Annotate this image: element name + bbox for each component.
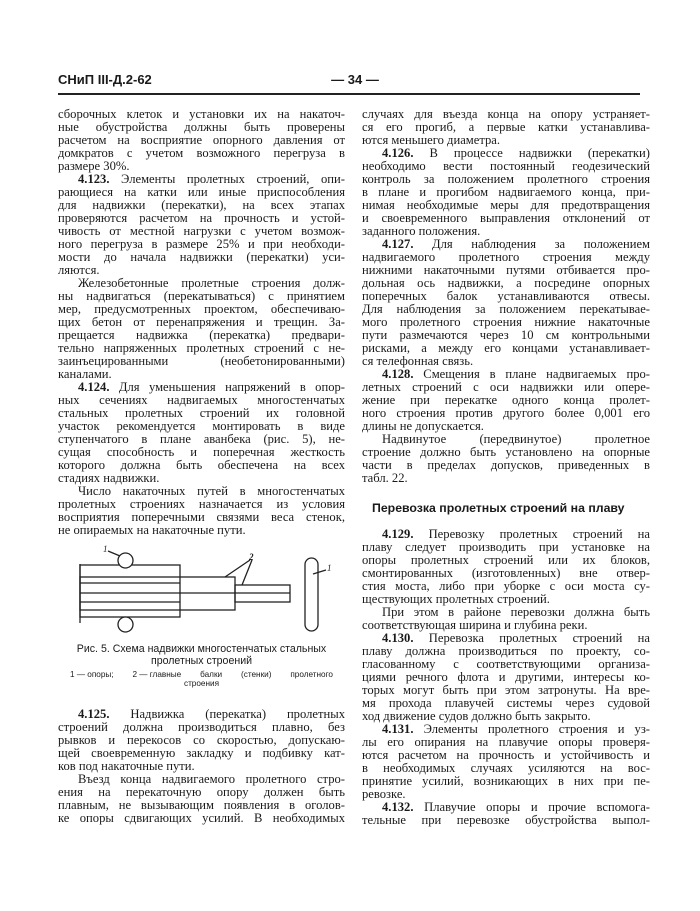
- clause-number: 4.126.: [382, 146, 414, 160]
- clause-number: 4.132.: [382, 800, 414, 814]
- text-line: смонтированных (изготовленных) вне отвер-: [362, 566, 650, 580]
- legend-item: балки: [200, 670, 223, 679]
- text-line: ения на перекаточную опору должен быть: [58, 785, 345, 799]
- text-line: мя прохода плавучей системы через судовой: [362, 696, 650, 710]
- text-line: размере 30%.: [58, 159, 130, 173]
- text-line: и своевременного выправления отклонений от: [362, 211, 650, 225]
- support-right: [305, 558, 318, 631]
- text-line: длины не допускается.: [362, 419, 484, 433]
- text-line: мого пролетного строения нижние накаточные: [362, 315, 650, 329]
- text-line: торых могут быть при этом затронуты. На вре-: [362, 683, 650, 697]
- wide-section: [80, 565, 180, 617]
- text-line: циями речного флота и другими, интересы ко-: [362, 670, 650, 684]
- legend-item: (стенки): [241, 670, 272, 679]
- text-line: принятие усилий, возникающих в них при пе-: [362, 774, 650, 788]
- legend-item: 1 — опоры;: [70, 670, 114, 679]
- legend-item: пролетного: [290, 670, 333, 679]
- text-line: стадиях надвижки.: [58, 471, 160, 485]
- legend-item: 2 — главные: [132, 670, 182, 679]
- text-line: которого должна быть обеспечена на всех: [58, 458, 345, 472]
- text-line: щих бетон от перенапряжения и трещин. За-: [58, 315, 345, 329]
- text-line: чивость от местной нагрузки с учетом возмож-: [58, 224, 345, 238]
- text-line: ревозке.: [362, 787, 406, 801]
- text-line: соответствующая ширина и глубина реки.: [362, 618, 588, 632]
- leader-1-right: [313, 570, 326, 574]
- text-line: рающиеся на катки или иные приспособления: [58, 185, 345, 199]
- text-line: контроль за положением пролетного строения: [362, 172, 650, 186]
- text-line: необходимо вести постоянный геодезический: [362, 159, 650, 173]
- legend-row: [58, 670, 345, 679]
- text-line: тельно напряженных пролетных строений с не-: [58, 341, 345, 355]
- text-line: Число накаточных путей в многостенчатых: [78, 484, 345, 498]
- text-line: летных строений с оси надвижки или опере-: [362, 380, 650, 394]
- text-line: пролетных строениях назначается из условия: [58, 497, 345, 511]
- text-line: рисками, а между его концами устанавливает-: [362, 341, 650, 355]
- text-line: участок рекомендуется монтировать в виде: [58, 419, 345, 433]
- text-line: Для наблюдения за положением перекатывае-: [362, 302, 650, 316]
- text-line: щей своевременную закладку и подбивку кат-: [58, 746, 345, 760]
- text-line: ные обустройства должны быть проверены: [58, 120, 345, 134]
- line-text: Элементы пролетных строений, опи-: [109, 172, 345, 186]
- text-line: рывков и перекосов со скоростью, допускаю-: [58, 733, 345, 747]
- text-line: дольная ось надвижки, а посредине опорных: [362, 276, 650, 290]
- text-line: ются меньшего диаметра.: [362, 133, 501, 147]
- text-line: ся телефонная связь.: [362, 354, 474, 368]
- text-line: заинъецированными (необетонированными): [58, 354, 345, 368]
- text-line: домкратов с учетом возможного перегруза в: [58, 146, 345, 160]
- text-line: стальных пролетных строений их головной: [58, 406, 345, 420]
- figure-caption: [58, 643, 345, 667]
- text-line: ного перегруза в размере 25% и при необходи-: [58, 237, 345, 251]
- caption-line-2: пролетных строений: [150, 655, 253, 667]
- line-text: Для уменьшения напряжений в опор-: [109, 380, 345, 394]
- text-line: плаву должна производиться по проекту, со-: [362, 644, 650, 658]
- clause-number: 4.128.: [382, 367, 414, 381]
- text-line: строений должна производиться плавно, без: [58, 720, 345, 734]
- clause-number: 4.131.: [382, 722, 414, 736]
- line-text: Для наблюдения за положением: [413, 237, 650, 251]
- text-line: Надвинутое (передвинутое) пролетное: [382, 432, 650, 446]
- text-line: не опираемых на накаточные пути.: [58, 523, 246, 537]
- text-line: прещается надвижка (перекатка) предвари-: [58, 328, 345, 342]
- text-line: При этом в районе перевозки должна быть: [382, 605, 650, 619]
- label-support-right: 1: [327, 563, 332, 573]
- text-line: ществующих пролетных строений.: [362, 592, 550, 606]
- text-line: ного строения против другого более 0,001 его: [362, 406, 650, 420]
- text-line: стия моста, либо при уборке с оси моста су-: [362, 579, 650, 593]
- clause-number: 4.129.: [382, 527, 414, 541]
- support-top: [118, 553, 133, 568]
- legend-line-2: строения: [183, 679, 220, 688]
- text-line: сущая способность и поперечная жесткость: [58, 445, 345, 459]
- clause-number: 4.124.: [78, 380, 110, 394]
- clause-number: 4.127.: [382, 237, 414, 251]
- text-line: пути размечаются через 10 см контрольными: [362, 328, 650, 342]
- figure-legend: [58, 670, 345, 688]
- text-line: Въезд конца надвигаемого пролетного стро-: [78, 772, 345, 786]
- label-support-left: 1: [103, 544, 108, 554]
- text-line: случаях для въезда конца на опору устраняет-: [362, 107, 650, 121]
- clause-number: 4.125.: [78, 707, 110, 721]
- leader-1-left: [108, 551, 120, 556]
- line-text: Элементы пролетного строения и уз-: [413, 722, 650, 736]
- text-line: расчетом на восприятие опорного давления от: [58, 133, 345, 147]
- text-line: части в пределах допусков, приведенных в: [362, 458, 650, 472]
- clause-number: 4.130.: [382, 631, 414, 645]
- text-line: ступенчатого в плане аванбека (рис. 5), не-: [58, 432, 345, 446]
- text-line: проверяются расчетом на прочность и устой-: [58, 211, 345, 225]
- line-text: В процессе надвижки (перекатки): [413, 146, 650, 160]
- text-line: нимая необходимые меры для предотвращения: [362, 198, 650, 212]
- line-text: Перевозку пролетных строений на: [413, 527, 650, 541]
- text-line: для надвижки (перекатки), на всех этапах: [58, 198, 345, 212]
- text-line: ся его прогиб, а первые катки устанавлива-: [362, 120, 650, 134]
- text-line: плавным, не вызывающим появления в оголов-: [58, 798, 345, 812]
- text-line: в плане и прогибом надвигаемого конца, при-: [362, 185, 650, 199]
- caption-line-1: Рис. 5. Схема надвижки многостенчатых стальных: [76, 643, 327, 655]
- text-line: мости до начала надвижки (перекатки) уси-: [58, 250, 345, 264]
- text-line: строение должно быть установлено на опорные: [362, 445, 650, 459]
- text-line: мер, предусмотренных проектом, обеспечиваю-: [58, 302, 345, 316]
- text-line: ляются.: [58, 263, 100, 277]
- clause-number: 4.123.: [78, 172, 110, 186]
- text-line: ке опоры сдвигающих усилий. В необходимых: [58, 811, 345, 825]
- text-line: Железобетонные пролетные строения долж-: [78, 276, 345, 290]
- text-line: табл. 22.: [362, 471, 408, 485]
- section-heading: Перевозка пролетных строений на плаву: [372, 501, 625, 515]
- line-text: Перевозка пролетных строений на: [413, 631, 650, 645]
- text-line: поперечных балок устанавливаются отвесы.: [362, 289, 650, 303]
- text-line: опоры пролетных строений или их блоков,: [362, 553, 650, 567]
- text-line: восприятия поперечными связями веса стенок,: [58, 510, 345, 524]
- text-line: заданного положения.: [362, 224, 481, 238]
- line-text: Надвижка (перекатка) пролетных: [109, 707, 345, 721]
- text-line: ются расчетом на прочность и устойчивость и: [362, 748, 650, 762]
- text-line: сборочных клеток и установки их на накаточ-: [58, 107, 345, 121]
- text-line: ков под накаточные пути.: [58, 759, 195, 773]
- label-beams: 2: [249, 552, 254, 562]
- text-line: гласованному с соответствующими организа-: [362, 657, 650, 671]
- text-line: лы его опирания на плавучие опоры проверя-: [362, 735, 650, 749]
- document-code: СНиП III-Д.2-62: [58, 72, 152, 87]
- support-bottom: [118, 617, 133, 632]
- line-text: Смещения в плане надвигаемых про-: [413, 367, 650, 381]
- page-number: — 34 —: [331, 72, 379, 87]
- line-text: Плавучие опоры и прочие вспомога-: [413, 800, 650, 814]
- text-line: плаву следует производить при установке на: [362, 540, 650, 554]
- text-line: тельные при перевозке обустройства выпол-: [362, 813, 650, 827]
- leader-2: [225, 560, 252, 585]
- text-line: жение при перекатке одного конца пролет-: [362, 393, 650, 407]
- text-line: нижними накаточными путями отбивается про-: [362, 263, 650, 277]
- text-line: ны надвигаться (перекатываться) с принятием: [58, 289, 345, 303]
- text-line: ных сечениях надвигаемых многостенчатых: [58, 393, 345, 407]
- text-line: в необходимых случаях усиляются на вос-: [362, 761, 650, 775]
- text-line: ход движение судов должно быть закрыто.: [362, 709, 591, 723]
- text-line: каналами.: [58, 367, 112, 381]
- text-line: надвигаемого пролетного строения между: [362, 250, 650, 264]
